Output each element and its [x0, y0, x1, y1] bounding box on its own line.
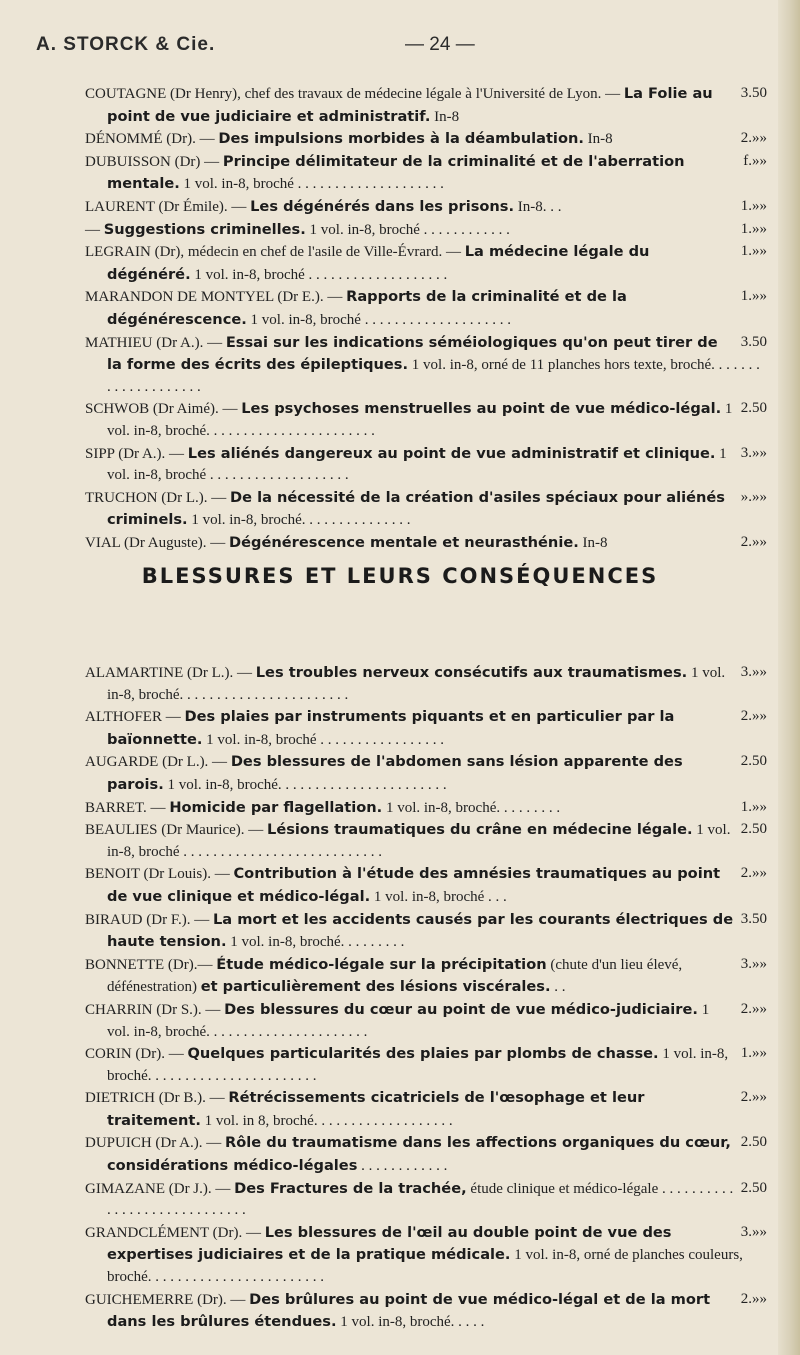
entry-title: Des brûlures au point de vue médico-légal et de la mort dans les brûlures étendues.	[107, 1290, 711, 1331]
entry-details: 1 vol. in-8, broché . . .	[370, 888, 507, 905]
catalog-entry	[85, 83, 767, 128]
entry-author: GRANDCLÉMENT (Dr). —	[85, 1224, 265, 1241]
catalog-entry	[85, 1222, 767, 1289]
entry-price: 2.»»	[740, 1290, 767, 1307]
entry-title: Des plaies par instruments piquants et en particulier par la baïonnette.	[107, 708, 675, 748]
entry-details: In-8	[583, 131, 613, 148]
entry-title: Principe délimitateur de la criminalité et de l'aberration mentale.	[107, 152, 685, 193]
entry-price: 1.»»	[740, 288, 767, 305]
entry-title: Des Fractures de la trachée,	[234, 1179, 467, 1197]
catalog-entry	[85, 1289, 767, 1334]
entry-title: La médecine légale du dégénéré.	[107, 243, 650, 283]
entry-title: Les troubles nerveux consécutifs aux traumatismes.	[255, 664, 688, 681]
section-heading: BLESSURES ET LEURS CONSÉQUENCES	[141, 564, 659, 588]
entry-details: In-8	[430, 108, 460, 125]
catalog-entry	[85, 1087, 767, 1132]
entry-title: Les dégénérés dans les prisons.	[250, 197, 515, 215]
entry-title: Les blessures de l'œil au double point de vue des expertises judiciaires et de la pratique médicale.	[107, 1223, 672, 1264]
entry-details: 1 vol. in-8, broché. . . . . . . . . . . . . . . . . . . . . . .	[163, 776, 447, 793]
page-header	[36, 34, 740, 60]
entry-title: Quelques particularités des plaies par plombs de chasse.	[187, 1045, 659, 1063]
entry-details: 1 vol. in 8, broché. . . . . . . . . . . . . . . . . . .	[200, 1112, 453, 1129]
entry-details: . .	[550, 979, 566, 996]
entry-details: 1 vol. in-8, broché. . . . . . . . . . . . . . . . . . . . . . .	[107, 665, 726, 703]
entry-author: ALAMARTINE (Dr L.). —	[85, 665, 256, 681]
entry-author: CHARRIN (Dr S.). —	[85, 1001, 225, 1018]
entry-author: AUGARDE (Dr L.). —	[85, 754, 231, 771]
catalog-entry	[85, 797, 767, 820]
entry-author: COUTAGNE (Dr Henry), chef des travaux de médecine légale à l'Université de Lyon. —	[85, 86, 624, 102]
entry-details: 1 vol. in-8, broché . . . . . . . . . . . . . . . . .	[202, 731, 445, 748]
entry-list-bottom	[85, 662, 767, 1334]
entry-author: DUPUICH (Dr A.). —	[85, 1135, 225, 1152]
entry-details: In-8	[578, 534, 608, 551]
catalog-entry	[85, 196, 767, 219]
entry-author: GIMAZANE (Dr J.). —	[85, 1180, 235, 1197]
entry-price: 2.50	[740, 753, 767, 770]
entry-details: (chute d'un lieu élevé, défénestration)	[107, 956, 683, 996]
entry-price: 2.»»	[740, 533, 767, 550]
entry-title: Homicide par flagellation.	[169, 798, 383, 816]
entry-title: Les aliénés dangereux au point de vue administratif et clinique.	[187, 444, 716, 462]
catalog-entry	[85, 863, 767, 908]
entry-price: 2.»»	[740, 130, 767, 147]
entry-price: f.»»	[743, 152, 767, 169]
catalog-entry	[85, 706, 767, 751]
entry-details: étude clinique et médico-légale . . . . . . . . . . . . . . . . . . . . . . . . . . . . .	[107, 1180, 734, 1219]
entry-author: BEAULIES (Dr Maurice). —	[85, 822, 268, 839]
entry-author: SCHWOB (Dr Aimé). —	[85, 401, 242, 418]
entry-author: LAURENT (Dr Émile). —	[85, 198, 251, 215]
publisher-name: A. STORCK & Cie.	[36, 34, 216, 55]
catalog-entry	[85, 1043, 767, 1087]
entry-author: BONNETTE (Dr).—	[85, 956, 217, 973]
catalog-entry	[85, 128, 767, 151]
entry-price: 2.»»	[740, 865, 767, 882]
entry-price: 3.50	[740, 333, 767, 350]
entry-details: 1 vol. in-8, broché. . . . . . . . .	[382, 799, 561, 816]
entry-author: BARRET. —	[85, 799, 170, 816]
entry-title: Rôle du traumatisme dans les affections organiques du cœur, considérations médico-légales	[107, 1134, 731, 1175]
entry-details: 1 vol. in-8, orné de 11 planches hors texte, broché. . . . . . . . . . . . . . . . . . . .	[107, 357, 760, 395]
entry-author: DÉNOMMÉ (Dr). —	[85, 131, 219, 148]
entry-details: 1 vol. in-8, broché. . . . . . . . . . . . . . . . . . . . . .	[107, 1001, 710, 1040]
entry-title: Dégénérescence mentale et neurasthénie.	[229, 533, 579, 551]
entry-author: SIPP (Dr A.). —	[85, 445, 188, 462]
entry-price: 3.»»	[740, 444, 767, 461]
entry-price: 2.»»	[740, 1000, 767, 1017]
entry-author: —	[85, 221, 104, 238]
entry-price: 2.»»	[740, 1089, 767, 1106]
entry-details: 1 vol. in-8, broché . . . . . . . . . . . . . . . . . . . . . . . . . . .	[107, 822, 731, 860]
entry-price: 1.»»	[740, 243, 767, 260]
entry-details: 1 vol. in-8, broché . . . . . . . . . . . . . . . . . . . .	[246, 311, 511, 328]
entry-author: BIRAUD (Dr F.). —	[85, 911, 213, 928]
entry-title: Les psychoses menstruelles au point de vue médico-légal.	[241, 400, 722, 418]
catalog-entry	[85, 954, 767, 999]
entry-details: 1 vol. in-8, broché. . . . . . . . .	[226, 934, 405, 951]
entry-price: 2.50	[740, 1179, 767, 1196]
catalog-entry	[85, 909, 767, 954]
catalog-entry	[85, 819, 767, 863]
entry-author: DIETRICH (Dr B.). —	[85, 1090, 229, 1107]
entry-price: 3.»»	[740, 1223, 767, 1240]
entry-price: 2.50	[740, 1134, 767, 1151]
entry-author: VIAL (Dr Auguste). —	[85, 534, 230, 551]
entry-title: Essai sur les indications séméiologiques qu'on peut tirer de la forme des écrits des épileptiques.	[107, 333, 718, 374]
entry-author: DUBUISSON (Dr) —	[85, 153, 223, 170]
entry-title: Des impulsions morbides à la déambulation.	[218, 130, 584, 148]
catalog-entry	[85, 151, 767, 196]
catalog-entry	[85, 219, 767, 242]
catalog-entry	[85, 662, 767, 706]
catalog-entry	[85, 398, 767, 442]
entry-title: Rapports de la criminalité et de la dégénérescence.	[107, 288, 627, 328]
entry-title: Lésions traumatiques du crâne en médecine légale.	[267, 821, 693, 839]
entry-author: LEGRAIN (Dr), médecin en chef de l'asile de Ville-Évrard. —	[85, 244, 465, 261]
catalog-entry	[85, 286, 767, 331]
entry-author: CORIN (Dr). —	[85, 1046, 188, 1063]
catalog-entry	[85, 532, 767, 555]
catalog-entry	[85, 332, 767, 399]
catalog-entry	[85, 999, 767, 1043]
entry-title: De la nécessité de la création d'asiles spéciaux pour aliénés criminels.	[107, 488, 725, 529]
entry-author: ALTHOFER —	[85, 709, 185, 726]
entry-price: 3.»»	[740, 955, 767, 972]
entry-details: . . . . . . . . . . . .	[357, 1158, 448, 1175]
entry-details: 1 vol. in-8, broché . . . . . . . . . . . .	[305, 221, 510, 238]
entry-details: 1 vol. in-8, broché. . . . . . . . . . . . . . . . . . . . . . .	[107, 401, 733, 439]
entry-price: 3.»»	[740, 664, 767, 680]
catalog-entry	[85, 1178, 767, 1222]
entry-price: 3.50	[740, 910, 767, 927]
entry-details: 1 vol. in-8, broché. . . . . . . . . . . . . . . . . . . . . . .	[107, 1046, 729, 1084]
entry-price: ».»»	[740, 488, 767, 505]
entry-list-top	[85, 83, 767, 554]
entry-price: 1.»»	[740, 1045, 767, 1062]
entry-price: 2.»»	[740, 708, 767, 725]
entry-title: Suggestions criminelles.	[103, 220, 306, 238]
page-edge	[778, 0, 800, 1355]
entry-price: 1.»»	[740, 220, 767, 237]
entry-author: BENOIT (Dr Louis). —	[85, 866, 234, 883]
entry-title: La mort et les accidents causés par les courants électriques de haute tension.	[107, 910, 734, 951]
entry-title: et particulièrement des lésions viscérales.	[200, 978, 551, 996]
catalog-entry	[85, 1132, 767, 1177]
entry-details: 1 vol. in-8, broché . . . . . . . . . . . . . . . . . . .	[107, 445, 727, 484]
entry-price: 1.»»	[740, 197, 767, 214]
entry-title: Rétrécissements cicatriciels de l'œsophage et leur traitement.	[107, 1089, 645, 1129]
entry-author: TRUCHON (Dr L.). —	[85, 489, 230, 506]
entry-title: La Folie au point de vue judiciaire et administratif.	[107, 85, 713, 125]
catalog-entry	[85, 751, 767, 796]
catalog-entry	[85, 241, 767, 286]
entry-details: 1 vol. in-8, broché . . . . . . . . . . . . . . . . . . . .	[179, 176, 444, 193]
entry-details: 1 vol. in-8, broché. . . . .	[336, 1314, 485, 1331]
entry-title: Des blessures de l'abdomen sans lésion apparente des parois.	[107, 753, 683, 793]
entry-title: Des blessures du cœur au point de vue médico-judiciaire.	[224, 1000, 698, 1018]
entry-details: 1 vol. in-8, broché. . . . . . . . . . . . . . .	[187, 512, 411, 529]
entry-author: GUICHEMERRE (Dr). —	[85, 1291, 250, 1308]
entry-details: 1 vol. in-8, orné de planches couleurs, broché. . . . . . . . . . . . . . . . . . . . . . . .	[107, 1247, 743, 1286]
entry-price: 1.»»	[740, 798, 767, 815]
page-number: — 24 —	[405, 34, 475, 55]
entry-price: 3.50	[740, 85, 767, 101]
entry-title: Contribution à l'étude des amnésies traumatiques au point de vue clinique et médico-légal.	[107, 865, 721, 905]
entry-price: 2.50	[740, 821, 767, 838]
entry-author: MARANDON DE MONTYEL (Dr E.). —	[85, 289, 347, 306]
entry-title: Étude médico-légale sur la précipitation	[216, 955, 547, 973]
entry-author: MATHIEU (Dr A.). —	[85, 334, 226, 351]
entry-price: 2.50	[740, 400, 767, 417]
catalog-entry	[85, 487, 767, 532]
catalog-entry	[85, 443, 767, 487]
entry-details: 1 vol. in-8, broché . . . . . . . . . . . . . . . . . . .	[190, 266, 448, 283]
entry-details: In-8. . .	[514, 198, 562, 215]
